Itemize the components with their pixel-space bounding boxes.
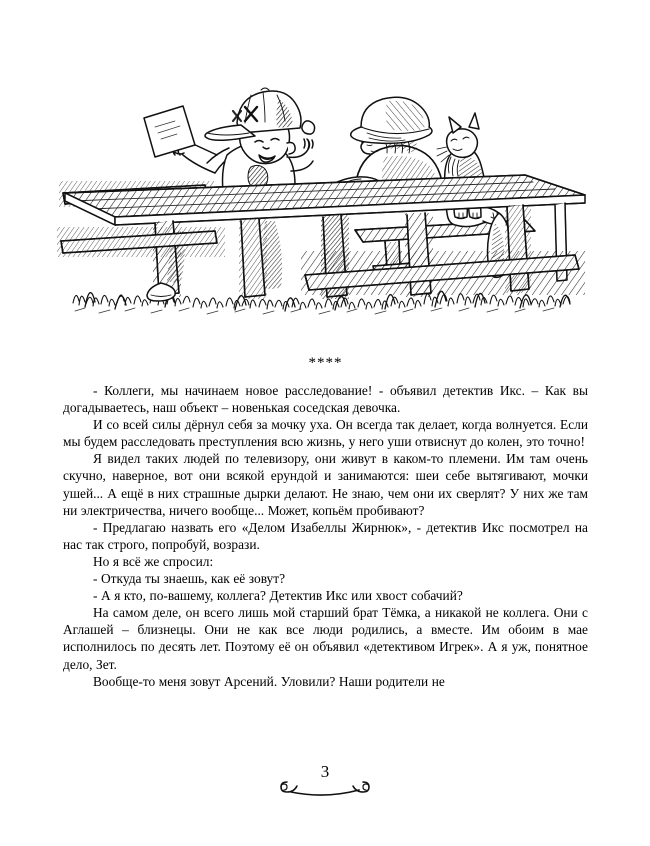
paragraph-8: На самом деле, он всего лишь мой старший брат Тёмка, а никакой не коллега. Они с Аглашей – близнецы. Они не как все люди родились, а вместе. Им обоим в мае исполнилось по десять лет. Поэтому её он объявил «детективом Игрек». А я уж, понятное дело, Зет. [63, 605, 588, 672]
paragraph-3: Я видел таких людей по телевизору, они живут в каком-то племени. Им там очень скучно, наверное, вот они всякой ерундой и занимаются: шеи себе вытягивают, мочки ушей... А ещё в них страшные дырки делают. Не знаю, чем они их сверлят? У них же там ни электричества, ничего вообще... Может, копьём пробивают? [63, 451, 588, 518]
bucket-hat [351, 97, 432, 143]
paragraph-4: - Предлагаю назвать его «Делом Изабеллы Жирнюк», - детектив Икс посмотрел на нас так строго, попробуй, возрази. [63, 519, 588, 552]
paragraph-2: И со всей силы дёрнул себя за мочку уха. Он всегда так делает, когда волнуется. Если мы будем расследовать преступления всю жизнь, у него уши отвиснут до колен, это точно! [63, 417, 588, 450]
boy-with-x-cap-illustration [144, 88, 315, 191]
page-folio [0, 762, 650, 805]
paragraph-5: Но я всё же спросил: [93, 553, 214, 569]
paragraph-7: - А я кто, по-вашему, коллега? Детектив Икс или хвост собачий? [93, 588, 463, 604]
paragraph-6: - Откуда ты знаешь, как её зовут? [93, 571, 286, 587]
section-separator: **** [308, 355, 343, 371]
paragraph-1: - Коллеги, мы начинаем новое расследование! - объявил детектив Икс. – Как вы догадываетесь, наш объект – новенькая соседская девочка. [63, 383, 588, 416]
chapter-illustration [55, 45, 595, 345]
page-number: 3 [320, 762, 330, 781]
page-text-body [63, 355, 588, 690]
paragraph-9: Вообще-то меня зовут Арсений. Уловили? Наши родители не [93, 673, 445, 689]
